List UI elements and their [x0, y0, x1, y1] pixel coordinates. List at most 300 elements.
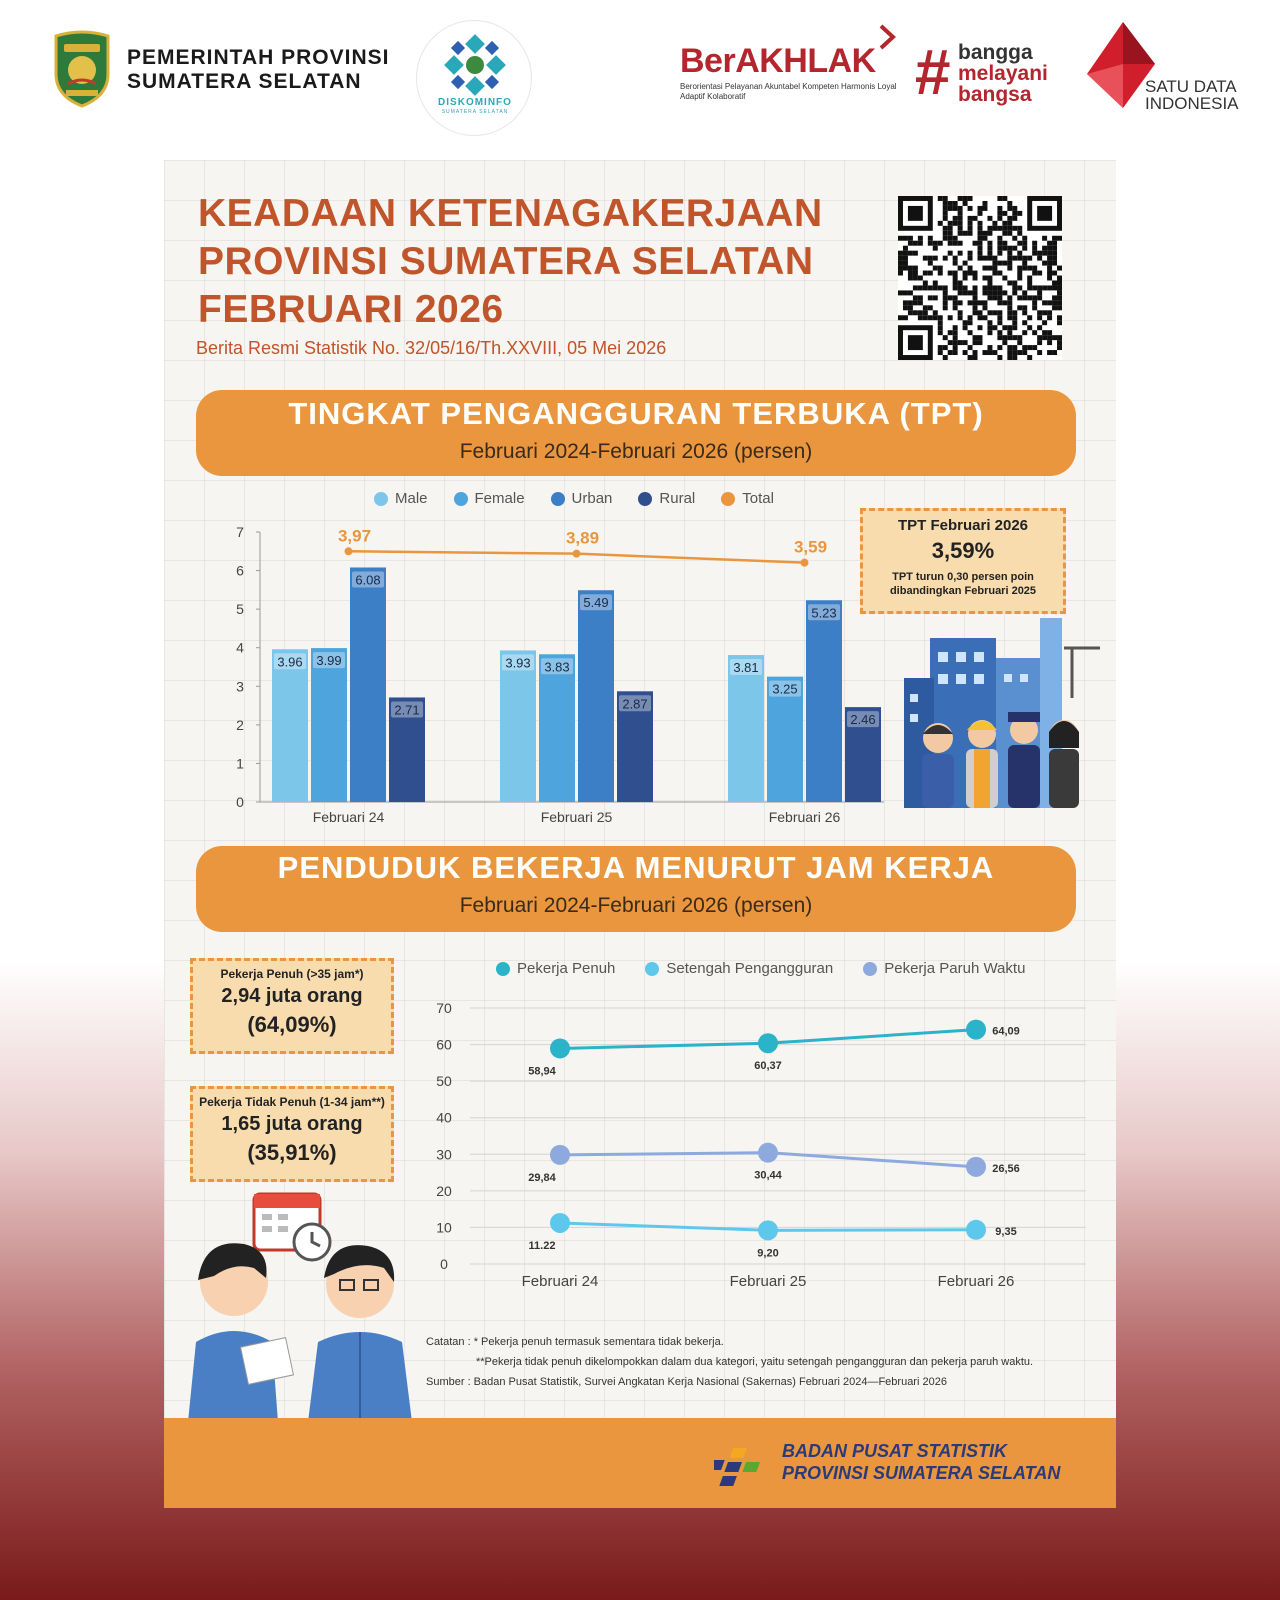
- qr-module: [953, 201, 958, 206]
- qr-module: [982, 300, 987, 305]
- qr-module: [997, 330, 1002, 335]
- qr-module: [1002, 241, 1007, 246]
- qr-module: [997, 211, 1002, 216]
- qr-module: [1042, 251, 1047, 256]
- qr-module: [1047, 310, 1052, 315]
- jam-y-tick-label: 40: [436, 1109, 452, 1126]
- qr-module: [938, 350, 943, 355]
- qr-module: [963, 196, 968, 201]
- jam-data-label: 9,20: [757, 1247, 779, 1260]
- qr-module: [997, 246, 1002, 251]
- qr-module: [918, 300, 923, 305]
- qr-module: [903, 305, 908, 310]
- qr-module: [1007, 330, 1012, 335]
- qr-module: [963, 276, 968, 281]
- qr-module: [1012, 256, 1017, 261]
- bps-footer: [164, 1418, 1116, 1508]
- tpt-bar-label: 3.93: [505, 655, 531, 671]
- tpt-bar-label: 6.08: [355, 572, 381, 588]
- qr-module: [918, 276, 923, 281]
- qr-module: [1057, 285, 1062, 290]
- qr-module: [1027, 280, 1032, 285]
- qr-module: [1012, 216, 1017, 221]
- jam-x-tick-label: Februari 26: [937, 1273, 1015, 1290]
- legend-item-setengah-pengangguran: [645, 960, 833, 977]
- qr-module: [1007, 231, 1012, 236]
- qr-module: [943, 345, 948, 350]
- qr-module: [1007, 350, 1012, 355]
- qr-module: [1042, 310, 1047, 315]
- qr-module: [963, 320, 968, 325]
- qr-module: [913, 310, 918, 315]
- qr-module: [1002, 335, 1007, 340]
- page-header: [0, 0, 1280, 140]
- tpt-y-tick-label: 1: [236, 755, 244, 772]
- berakhlak-chevron-icon: [878, 24, 898, 50]
- qr-module: [943, 216, 948, 221]
- qr-code-icon[interactable]: [898, 196, 1062, 360]
- tpt-y-tick-label: 4: [236, 639, 244, 656]
- qr-module: [908, 276, 913, 281]
- qr-module: [953, 276, 958, 281]
- qr-module: [958, 226, 963, 231]
- qr-module: [1047, 251, 1052, 256]
- qr-module: [968, 221, 973, 226]
- qr-module: [997, 236, 1002, 241]
- qr-module: [1052, 256, 1057, 261]
- jam-data-label: 26,56: [992, 1162, 1020, 1175]
- qr-module: [1007, 201, 1012, 206]
- tpt-x-tick-label: Februari 25: [540, 809, 613, 825]
- qr-module: [997, 345, 1002, 350]
- province-line-2: SUMATERA SELATAN: [127, 70, 362, 93]
- qr-module: [963, 350, 968, 355]
- jam-y-tick-label: 10: [436, 1219, 452, 1236]
- qr-module: [943, 236, 948, 241]
- qr-module: [958, 300, 963, 305]
- qr-module: [903, 315, 908, 320]
- qr-module: [1017, 305, 1022, 310]
- qr-module: [938, 266, 943, 271]
- tpt-bar-chart: [224, 510, 924, 830]
- qr-module: [987, 320, 992, 325]
- qr-module: [1017, 335, 1022, 340]
- qr-module: [913, 295, 918, 300]
- legend-label-male: Male: [395, 490, 428, 507]
- qr-module: [978, 251, 983, 256]
- pekerja-tidak-penuh-label: Pekerja Tidak Penuh (1-34 jam**): [199, 1095, 385, 1109]
- qr-module: [1057, 320, 1062, 325]
- satu-data-line-1: SATU DATA: [1145, 77, 1237, 96]
- qr-module: [973, 355, 978, 360]
- qr-module: [958, 280, 963, 285]
- tpt-total-point: [801, 559, 809, 567]
- workers-illustration: [904, 618, 1100, 808]
- qr-module: [903, 256, 908, 261]
- qr-module: [1057, 290, 1062, 295]
- qr-module: [1022, 256, 1027, 261]
- qr-module: [1032, 345, 1037, 350]
- qr-module: [992, 290, 997, 295]
- qr-module: [1012, 325, 1017, 330]
- qr-module: [943, 305, 948, 310]
- qr-module: [1002, 231, 1007, 236]
- qr-module: [987, 280, 992, 285]
- qr-module: [913, 285, 918, 290]
- qr-module: [948, 330, 953, 335]
- bangga-line-1: bangga: [958, 41, 1033, 64]
- qr-module: [948, 295, 953, 300]
- qr-module: [928, 256, 933, 261]
- qr-module: [958, 206, 963, 211]
- tpt-bar: [350, 567, 386, 802]
- legend-dot-male: [374, 492, 388, 506]
- tpt-callout-value: 3,59%: [931, 538, 995, 563]
- qr-module: [1042, 335, 1047, 340]
- qr-module: [903, 261, 908, 266]
- jam-x-tick-label: Februari 24: [521, 1273, 599, 1290]
- qr-module: [987, 285, 992, 290]
- berakhlak-logo: BerAKHLAK: [680, 42, 876, 80]
- qr-module: [1037, 256, 1042, 261]
- qr-module: [943, 295, 948, 300]
- qr-module: [968, 345, 973, 350]
- qr-module: [948, 206, 953, 211]
- qr-module: [898, 256, 903, 261]
- qr-module: [953, 295, 958, 300]
- qr-module: [1012, 315, 1017, 320]
- berakhlak-tagline: Berorientasi Pelayanan Akuntabel Kompeten Harmonis Loyal Adaptif Kolaboratif: [680, 82, 897, 101]
- qr-module: [923, 310, 928, 315]
- qr-module: [1007, 226, 1012, 231]
- qr-module: [908, 241, 913, 246]
- qr-module: [933, 280, 938, 285]
- diskominfo-star-icon: [417, 25, 533, 105]
- qr-module: [1042, 300, 1047, 305]
- qr-module: [953, 325, 958, 330]
- diskominfo-subtitle: SUMATERA SELATAN: [441, 109, 509, 115]
- qr-module: [978, 340, 983, 345]
- qr-module: [1022, 266, 1027, 271]
- qr-module: [933, 310, 938, 315]
- qr-module: [938, 345, 943, 350]
- qr-module: [918, 310, 923, 315]
- qr-module: [968, 315, 973, 320]
- qr-module: [1007, 315, 1012, 320]
- qr-module: [978, 256, 983, 261]
- qr-module: [898, 271, 903, 276]
- qr-module: [1002, 226, 1007, 231]
- qr-module: [958, 211, 963, 216]
- qr-module: [997, 355, 1002, 360]
- tpt-y-tick-label: 5: [236, 601, 244, 618]
- qr-module: [908, 251, 913, 256]
- satu-data-line-2: INDONESIA: [1145, 94, 1239, 113]
- qr-finder-core: [1037, 206, 1052, 221]
- qr-module: [1047, 266, 1052, 271]
- jam-data-label: 29,84: [528, 1171, 556, 1184]
- hashtag-icon: #: [914, 36, 950, 108]
- qr-module: [1012, 290, 1017, 295]
- qr-module: [978, 310, 983, 315]
- qr-module: [978, 325, 983, 330]
- qr-finder-core: [908, 206, 923, 221]
- qr-module: [1027, 256, 1032, 261]
- qr-module: [1017, 241, 1022, 246]
- qr-module: [1027, 285, 1032, 290]
- jam-data-point: [758, 1220, 778, 1240]
- qr-module: [913, 241, 918, 246]
- qr-module: [1002, 300, 1007, 305]
- qr-module: [1037, 271, 1042, 276]
- tpt-callout: [860, 508, 1066, 614]
- qr-module: [1007, 335, 1012, 340]
- jam-data-point: [550, 1213, 570, 1233]
- qr-module: [958, 285, 963, 290]
- qr-module: [1052, 251, 1057, 256]
- qr-module: [1052, 261, 1057, 266]
- qr-module: [943, 285, 948, 290]
- qr-module: [903, 300, 908, 305]
- jam-data-point: [966, 1220, 986, 1240]
- qr-module: [968, 271, 973, 276]
- jam-data-point: [966, 1020, 986, 1040]
- qr-module: [953, 221, 958, 226]
- qr-module: [992, 261, 997, 266]
- tpt-bar: [272, 649, 308, 802]
- qr-module: [953, 236, 958, 241]
- legend-label-female: Female: [474, 490, 525, 507]
- qr-module: [938, 315, 943, 320]
- bangga-line-3: bangsa: [958, 83, 1032, 106]
- qr-module: [1027, 266, 1032, 271]
- province-line-1: PEMERINTAH PROVINSI: [127, 46, 390, 69]
- tpt-banner-title: TINGKAT PENGANGGURAN TERBUKA (TPT): [288, 396, 984, 431]
- qr-module: [982, 315, 987, 320]
- infographic-title: [198, 190, 823, 334]
- qr-module: [1047, 285, 1052, 290]
- qr-module: [923, 305, 928, 310]
- tpt-bar: [728, 655, 764, 802]
- qr-module: [928, 241, 933, 246]
- qr-module: [978, 315, 983, 320]
- qr-module: [1047, 350, 1052, 355]
- qr-module: [943, 256, 948, 261]
- title-line-1: KEADAAN KETENAGAKERJAAN: [198, 192, 823, 235]
- qr-module: [1017, 271, 1022, 276]
- qr-module: [958, 315, 963, 320]
- qr-module: [987, 345, 992, 350]
- qr-module: [1037, 350, 1042, 355]
- qr-module: [928, 295, 933, 300]
- qr-module: [908, 271, 913, 276]
- qr-module: [1002, 211, 1007, 216]
- qr-module: [978, 226, 983, 231]
- qr-module: [978, 211, 983, 216]
- qr-module: [982, 201, 987, 206]
- qr-module: [1057, 335, 1062, 340]
- tpt-callout-note-1: TPT turun 0,30 persen poin: [892, 571, 1034, 583]
- qr-module: [908, 290, 913, 295]
- qr-module: [1037, 295, 1042, 300]
- qr-module: [1027, 315, 1032, 320]
- qr-module: [997, 216, 1002, 221]
- legend-label-pekerja-paruh-waktu: Pekerja Paruh Waktu: [884, 960, 1026, 977]
- qr-module: [1052, 236, 1057, 241]
- qr-module: [1027, 295, 1032, 300]
- tpt-y-tick-label: 7: [236, 524, 244, 540]
- qr-module: [948, 221, 953, 226]
- qr-module: [1022, 246, 1027, 251]
- qr-module: [973, 276, 978, 281]
- qr-module: [948, 231, 953, 236]
- qr-module: [1007, 300, 1012, 305]
- pekerja-penuh-label: Pekerja Penuh (>35 jam*): [220, 967, 364, 981]
- qr-module: [968, 256, 973, 261]
- qr-module: [968, 251, 973, 256]
- qr-module: [1057, 280, 1062, 285]
- bps-name-line-1: BADAN PUSAT STATISTIK: [782, 1441, 1007, 1461]
- qr-module: [992, 226, 997, 231]
- qr-module: [1052, 335, 1057, 340]
- qr-module: [963, 261, 968, 266]
- note-line-3: Sumber : Badan Pusat Statistik, Survei Angkatan Kerja Nasional (Sakernas) Februari 2024—Februari 2026: [426, 1376, 947, 1388]
- qr-module: [1007, 305, 1012, 310]
- qr-module: [948, 201, 953, 206]
- qr-module: [953, 305, 958, 310]
- qr-module: [1012, 236, 1017, 241]
- qr-module: [938, 221, 943, 226]
- chart-notes: [426, 1332, 1033, 1392]
- legend-label-urban: Urban: [571, 490, 613, 507]
- qr-module: [1002, 196, 1007, 201]
- qr-module: [898, 236, 903, 241]
- qr-module: [958, 290, 963, 295]
- qr-module: [933, 266, 938, 271]
- qr-module: [973, 350, 978, 355]
- jam-y-tick-label: 20: [436, 1182, 452, 1199]
- qr-module: [1047, 300, 1052, 305]
- qr-module: [1002, 261, 1007, 266]
- qr-module: [1037, 251, 1042, 256]
- tpt-total-label: 3,97: [337, 526, 372, 546]
- qr-module: [1022, 310, 1027, 315]
- qr-module: [1007, 355, 1012, 360]
- note-line-2: **Pekerja tidak penuh dikelompokkan dalam dua kategori, yaitu setengah pengangguran dan pekerja paruh waktu.: [476, 1356, 1034, 1368]
- tpt-y-tick-label: 2: [236, 716, 244, 733]
- pekerja-tidak-penuh-count: 1,65 juta orang: [221, 1113, 363, 1135]
- qr-finder-core: [908, 335, 923, 350]
- tpt-x-tick-label: Februari 26: [768, 809, 841, 825]
- qr-module: [1007, 256, 1012, 261]
- qr-module: [953, 330, 958, 335]
- qr-module: [953, 285, 958, 290]
- qr-module: [978, 231, 983, 236]
- qr-module: [997, 335, 1002, 340]
- qr-module: [1032, 271, 1037, 276]
- qr-module: [898, 261, 903, 266]
- jam-kerja-banner: [196, 846, 1076, 932]
- qr-module: [1002, 276, 1007, 281]
- qr-module: [923, 271, 928, 276]
- jam-data-point: [758, 1143, 778, 1163]
- qr-module: [923, 285, 928, 290]
- qr-module: [1037, 290, 1042, 295]
- qr-module: [992, 266, 997, 271]
- bps-logo-icon: [714, 1440, 774, 1490]
- qr-module: [987, 290, 992, 295]
- qr-module: [903, 251, 908, 256]
- qr-module: [1022, 261, 1027, 266]
- qr-module: [968, 300, 973, 305]
- pekerja-penuh-percent: (64,09%): [247, 1012, 337, 1037]
- jam-y-tick-label: 50: [436, 1073, 452, 1090]
- qr-module: [1032, 300, 1037, 305]
- qr-module: [963, 201, 968, 206]
- qr-module: [948, 315, 953, 320]
- qr-module: [948, 251, 953, 256]
- qr-module: [973, 295, 978, 300]
- qr-module: [1027, 276, 1032, 281]
- qr-module: [1032, 246, 1037, 251]
- qr-module: [1057, 345, 1062, 350]
- qr-module: [968, 226, 973, 231]
- tpt-total-point: [345, 547, 353, 555]
- qr-module: [1047, 246, 1052, 251]
- qr-module: [973, 310, 978, 315]
- qr-module: [953, 340, 958, 345]
- qr-module: [973, 271, 978, 276]
- jam-kerja-banner-subtitle: Februari 2024-Februari 2026 (persen): [459, 894, 813, 917]
- qr-module: [963, 340, 968, 345]
- qr-module: [1027, 355, 1032, 360]
- tpt-bar-label: 2.46: [850, 712, 876, 728]
- qr-module: [1017, 256, 1022, 261]
- qr-module: [1007, 251, 1012, 256]
- qr-module: [1002, 340, 1007, 345]
- qr-module: [973, 305, 978, 310]
- qr-module: [968, 320, 973, 325]
- tpt-bar-label: 2.71: [394, 702, 420, 718]
- tpt-banner-subtitle: Februari 2024-Februari 2026 (persen): [459, 440, 813, 463]
- qr-module: [968, 266, 973, 271]
- qr-module: [1052, 271, 1057, 276]
- qr-module: [1007, 310, 1012, 315]
- jam-data-label: 9,35: [995, 1225, 1017, 1238]
- qr-module: [963, 290, 968, 295]
- qr-module: [958, 241, 963, 246]
- qr-module: [1007, 216, 1012, 221]
- qr-module: [1052, 350, 1057, 355]
- qr-module: [1017, 340, 1022, 345]
- legend-label-total: Total: [742, 490, 774, 507]
- qr-module: [958, 231, 963, 236]
- qr-module: [1022, 330, 1027, 335]
- qr-module: [958, 216, 963, 221]
- jam-kerja-banner-title: PENDUDUK BEKERJA MENURUT JAM KERJA: [277, 850, 995, 885]
- qr-module: [953, 271, 958, 276]
- qr-module: [1057, 315, 1062, 320]
- qr-module: [943, 196, 948, 201]
- qr-module: [1002, 246, 1007, 251]
- diskominfo-name: DISKOMINFO: [438, 97, 512, 108]
- pekerja-penuh-count: 2,94 juta orang: [221, 985, 363, 1007]
- qr-module: [1012, 285, 1017, 290]
- qr-module: [938, 241, 943, 246]
- legend-item-pekerja-paruh-waktu: [863, 960, 1025, 977]
- qr-module: [992, 295, 997, 300]
- qr-module: [987, 330, 992, 335]
